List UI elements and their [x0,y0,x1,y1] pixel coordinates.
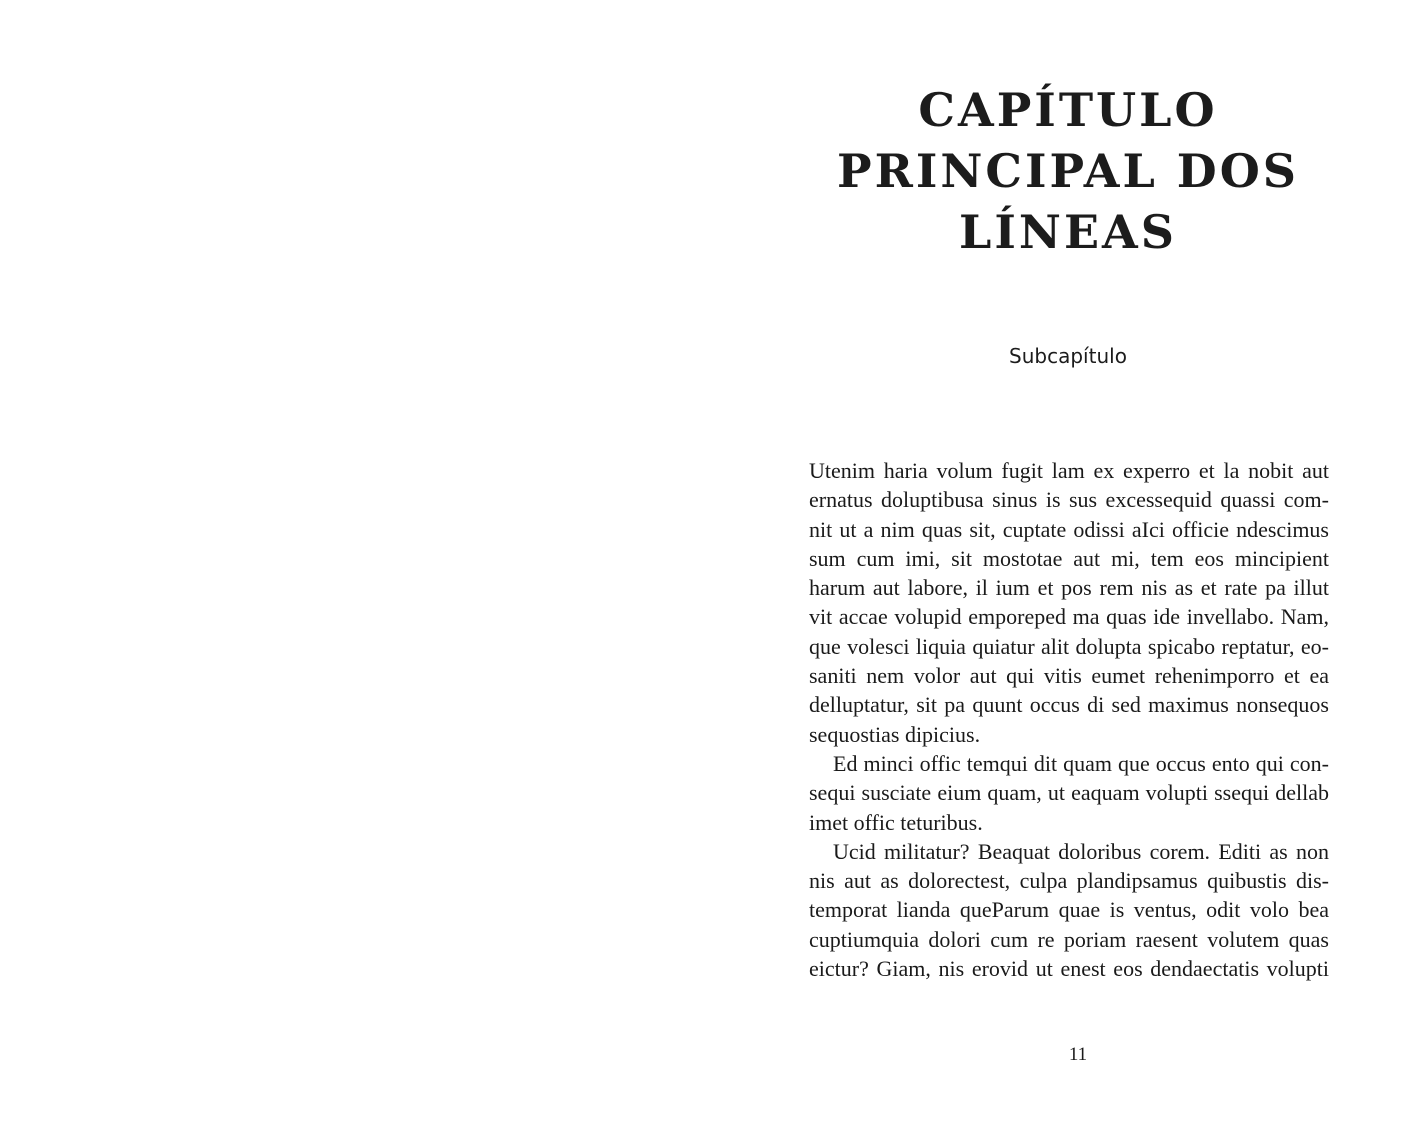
text-line: Utenim haria volum fugit lam ex experro et la nobit aut [809,458,1329,483]
chapter-title-line: LÍNEAS [959,205,1177,259]
right-page [708,0,1417,1122]
text-line: nis aut as dolorectest, culpa plandipsamus quibustis dis- [809,868,1329,894]
text-line: eictur? Giam, nis erovid ut enest eos dendaectatis volupti [809,956,1329,982]
text-line: vit accae volupid emporeped ma quas ide invellabo. Nam, [809,604,1329,630]
left-page-blank [0,0,708,1122]
text-line: Ed minci offic temqui dit quam que occus ento qui con- [833,750,1329,776]
text-line: nit ut a nim quas sit, cuptate odissi aIci officie ndescimus [809,516,1329,542]
text-line: sequi susciate eium quam, ut eaquam volupti ssequi dellab [809,780,1329,806]
page-number: 11 [1068,1044,1088,1065]
paragraph [809,837,1329,983]
paragraph [809,456,1329,749]
text-line: saniti nem volor aut qui vitis eumet rehenimporro et ea [809,663,1329,689]
text-line: cuptiumquia dolori cum re poriam raesent volutem quas [809,926,1329,952]
text-line: ernatus doluptibusa sinus is sus excessequid quassi com- [809,487,1329,513]
chapter-title-line: PRINCIPAL DOS [837,144,1299,198]
text-line: temporat lianda queParum quae is ventus, odit volo bea [809,897,1329,923]
paragraph [809,749,1329,837]
text-line: sum cum imi, sit mostotae aut mi, tem eos mincipient [809,545,1329,571]
chapter-title [808,80,1328,263]
text-line: delluptatur, sit pa quunt occus di sed maximus nonsequos [809,692,1329,718]
text-line: Ucid militatur? Beaquat doloribus corem. Editi as non [833,838,1329,864]
text-line: imet offic teturibus. [809,809,983,835]
text-line: que volesci liquia quiatur alit dolupta spicabo reptatur, eo- [809,633,1329,659]
chapter-title-line: CAPÍTULO [918,83,1218,137]
text-line: harum aut labore, il ium et pos rem nis as et rate pa illut [809,575,1329,601]
subchapter-title: Subcapítulo [1009,344,1127,368]
body-text [809,456,1329,983]
text-line: sequostias dipicius. [809,721,981,747]
